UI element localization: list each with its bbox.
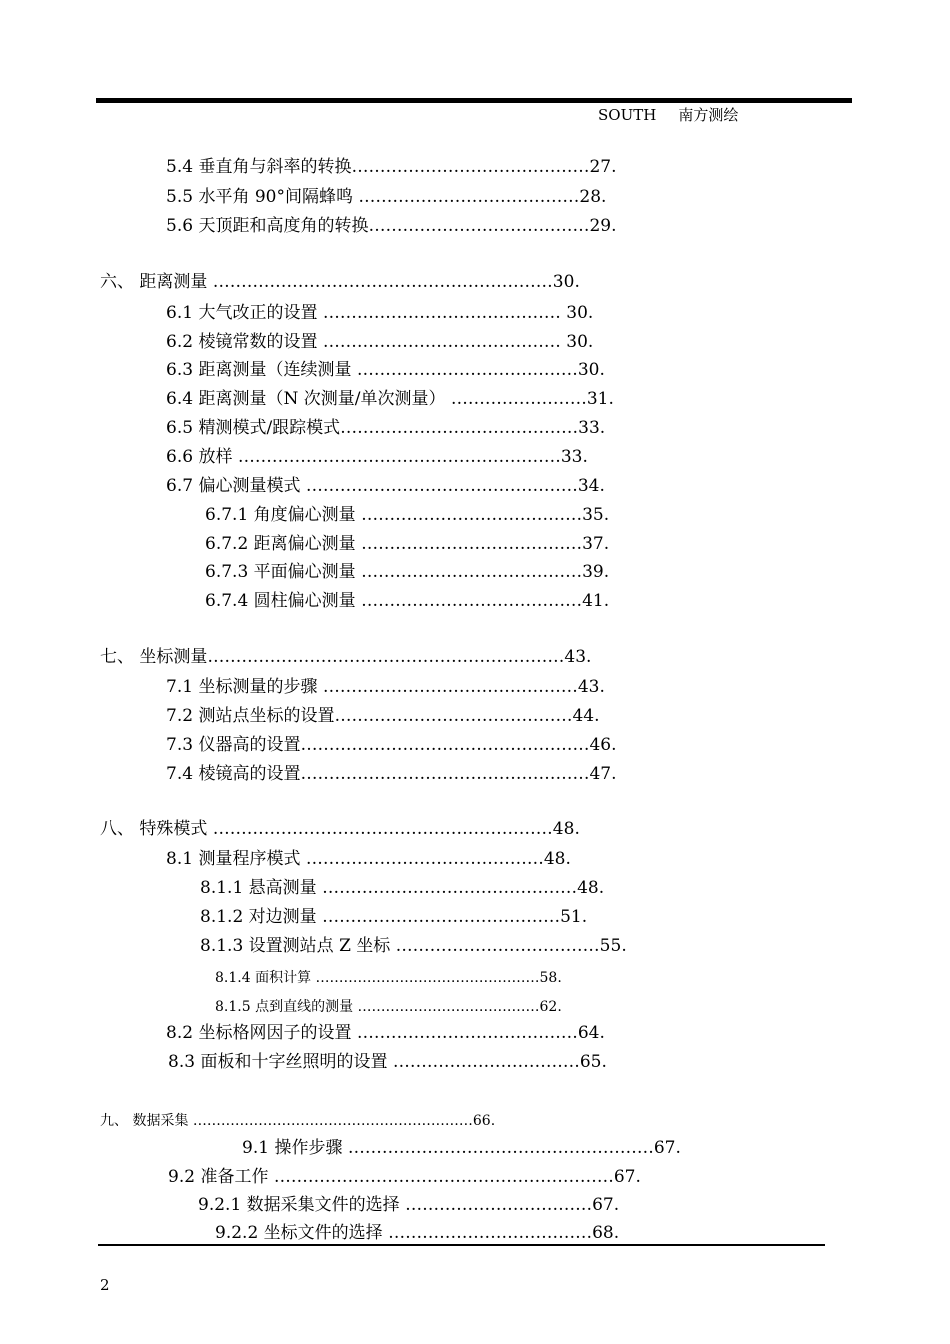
toc-entry[interactable]: 7.2 测站点坐标的设置……………………………………44. (166, 706, 600, 726)
toc-chapter[interactable]: 九、 数据采集 ……………………………………………………66. (100, 1113, 496, 1129)
toc-entry[interactable]: 6.1 大气改正的设置 …………………………………… 30. (166, 303, 594, 323)
toc-entry[interactable]: 8.1.1 悬高测量 ………………………………………48. (200, 878, 605, 898)
toc-entry[interactable]: 9.1 操作步骤 ………………………………………………67. (242, 1138, 681, 1158)
toc-entry[interactable]: 6.7.1 角度偏心测量 …………………………………35. (205, 505, 610, 525)
toc-entry[interactable]: 7.1 坐标测量的步骤 ………………………………………43. (166, 677, 605, 697)
toc-entry[interactable]: 6.7.2 距离偏心测量 …………………………………37. (205, 534, 610, 554)
toc-entry[interactable]: 9.2 准备工作 ……………………………………………………67. (168, 1167, 641, 1187)
toc-entry[interactable]: 6.3 距离测量（连续测量 …………………………………30. (166, 360, 605, 380)
toc-chapter[interactable]: 八、 特殊模式 ……………………………………………………48. (100, 819, 580, 839)
toc-entry[interactable]: 5.5 水平角 90°间隔蜂鸣 …………………………………28. (166, 187, 607, 207)
toc-entry[interactable]: 8.2 坐标格网因子的设置 …………………………………64. (166, 1023, 605, 1043)
toc-entry[interactable]: 9.2.2 坐标文件的选择 ………………………………68. (215, 1223, 620, 1243)
header-rule (96, 98, 852, 103)
toc-entry[interactable]: 6.4 距离测量（N 次测量/单次测量） ……………………31. (166, 389, 614, 409)
toc-entry[interactable]: 6.7 偏心测量模式 …………………………………………34. (166, 476, 605, 496)
header-brand-en: SOUTH (598, 106, 657, 124)
toc-chapter[interactable]: 七、 坐标测量………………………………………………………43. (100, 647, 592, 667)
toc-entry[interactable]: 7.3 仪器高的设置……………………………………………46. (166, 735, 617, 755)
toc-chapter[interactable]: 六、 距离测量 ……………………………………………………30. (100, 272, 580, 292)
toc-entry[interactable]: 6.6 放样 …………………………………………………33. (166, 447, 588, 467)
toc-entry[interactable]: 7.4 棱镜高的设置……………………………………………47. (166, 764, 617, 784)
footer-rule (98, 1244, 825, 1246)
toc-entry[interactable]: 8.1.5 点到直线的测量 …………………………………62. (215, 999, 562, 1015)
toc-entry[interactable]: 8.3 面板和十字丝照明的设置 ……………………………65. (168, 1052, 607, 1072)
toc-entry[interactable]: 6.7.3 平面偏心测量 …………………………………39. (205, 562, 610, 582)
page-header (598, 104, 738, 125)
toc-entry[interactable]: 5.6 天顶距和高度角的转换…………………………………29. (166, 216, 617, 236)
header-brand-cn: 南方测绘 (678, 106, 739, 124)
toc-entry[interactable]: 8.1.4 面积计算 …………………………………………58. (215, 970, 562, 986)
toc-entry[interactable]: 6.7.4 圆柱偏心测量 …………………………………41. (205, 591, 610, 611)
toc-entry[interactable]: 8.1 测量程序模式 ……………………………………48. (166, 849, 571, 869)
toc-entry[interactable]: 5.4 垂直角与斜率的转换……………………………………27. (166, 157, 617, 177)
toc-entry[interactable]: 9.2.1 数据采集文件的选择 ……………………………67. (198, 1195, 620, 1215)
page-number: 2 (100, 1276, 110, 1294)
toc-entry[interactable]: 8.1.2 对边测量 ……………………………………51. (200, 907, 588, 927)
toc-entry[interactable]: 6.5 精测模式/跟踪模式……………………………………33. (166, 418, 606, 438)
toc-entry[interactable]: 8.1.3 设置测站点 Z 坐标 ………………………………55. (200, 936, 627, 956)
toc-entry[interactable]: 6.2 棱镜常数的设置 …………………………………… 30. (166, 332, 594, 352)
